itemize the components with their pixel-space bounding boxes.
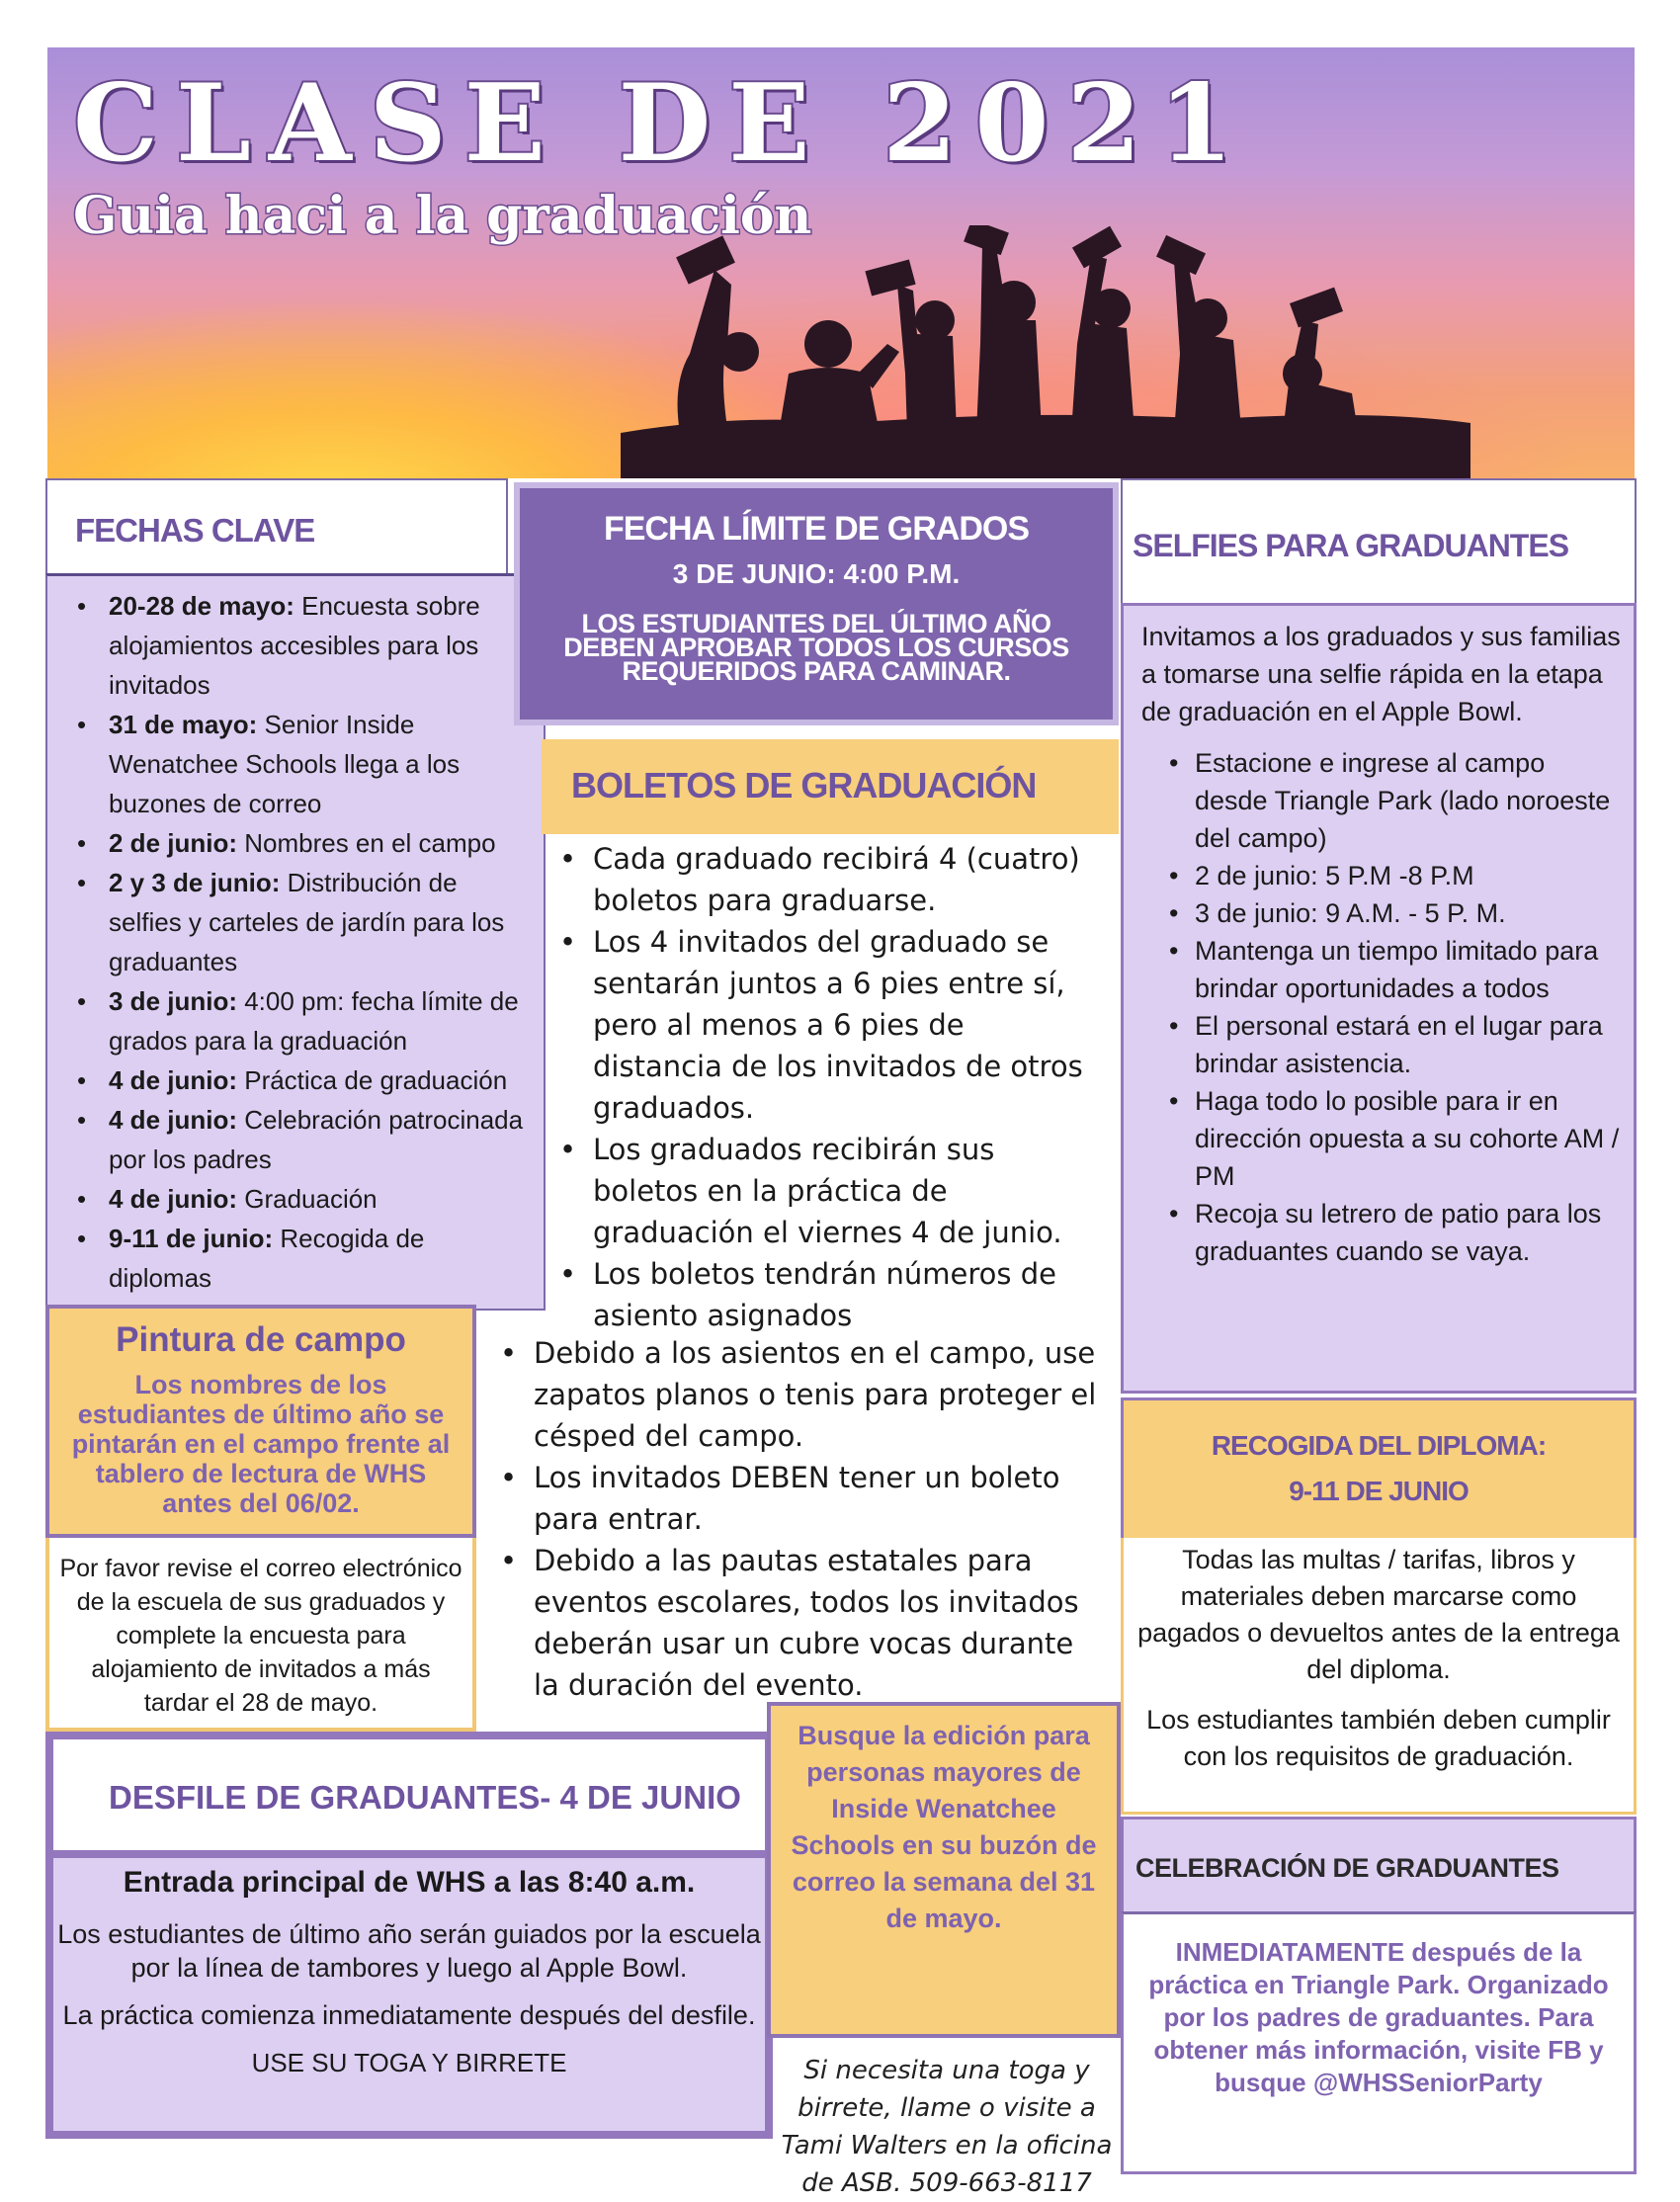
recogida-text: Todas las multas / tarifas, libros y materiales deben marcarse como pagados o devueltos antes de la entrega del diploma.: [1137, 1545, 1620, 1684]
pintura-text: Los nombres de los estudiantes de último año se pintarán en el campo frente al tablero de lectura de WHS antes del 06/02.: [71, 1370, 451, 1518]
boletos-item: • Cada graduado recibirá 4 (cuatro) boletos para graduarse.: [546, 838, 1099, 921]
fecha-limite-box: [514, 482, 1119, 725]
boletos-item: • Los 4 invitados del graduado se sentarán juntos a 6 pies entre sí, pero al menos a 6 pies de distancia de los invitados de otros graduados.: [546, 921, 1099, 1129]
recogida-dates: 9-11 DE JUNIO: [1289, 1476, 1469, 1506]
poster-subtitle: Guia haci a la graduación: [73, 186, 812, 246]
toga-contact-note: Si necesita una toga y birrete, llame o visite a Tami Walters en la oficina de ASB. 509-663-8117: [781, 2056, 1113, 2198]
recogida-body: [1121, 1538, 1637, 1815]
fecha-item: • 4 de junio: Celebración patrocinada por los padres: [63, 1100, 532, 1179]
celebracion-heading: CELEBRACIÓN DE GRADUANTES: [1135, 1853, 1559, 1883]
selfies-list: [1141, 744, 1624, 1270]
fecha-limite-message: LOS ESTUDIANTES DEL ÚLTIMO AÑO DEBEN APROBAR TODOS LOS CURSOS REQUERIDOS PARA CAMINAR.: [563, 609, 1069, 686]
banner: [47, 47, 1635, 478]
busque-edicion-box: Busque la edición para personas mayores de Inside Wenatchee Schools en su buzón de correo la semana del 31 de mayo.: [767, 1702, 1121, 2038]
desfile-toga-note: USE SU TOGA Y BIRRETE: [251, 2048, 567, 2077]
boletos-list-extra: [486, 1332, 1099, 1706]
desfile-heading: DESFILE DE GRADUANTES- 4 DE JUNIO: [109, 1779, 741, 1816]
fecha-item: • 4 de junio: Graduación: [63, 1179, 532, 1219]
fecha-item: • 20-28 de mayo: Encuesta sobre alojamientos accesibles para los invitados: [63, 586, 532, 705]
selfies-item: • 2 de junio: 5 P.M -8 P.M: [1141, 857, 1624, 894]
desfile-entrada: Entrada principal de WHS a las 8:40 a.m.: [123, 1866, 696, 1899]
boletos-body: [486, 834, 1123, 1704]
boletos-item: • Los invitados DEBEN tener un boleto para entrar.: [486, 1457, 1099, 1540]
boletos-header: [542, 739, 1119, 834]
desfile-text: Los estudiantes de último año serán guiados por la escuela por la línea de tambores y luego al Apple Bowl.: [57, 1919, 761, 1983]
selfies-item: • Recoja su letrero de patio para los graduantes cuando se vaya.: [1141, 1195, 1624, 1270]
selfies-header: [1121, 478, 1637, 603]
selfies-item: • 3 de junio: 9 A.M. - 5 P. M.: [1141, 894, 1624, 932]
selfies-item: • El personal estará en el lugar para brindar asistencia.: [1141, 1007, 1624, 1082]
encuesta-note: Por favor revise el correo electrónico de la escuela de sus graduados y complete la encuesta para alojamiento de invitados a más tardar el 28 de mayo.: [45, 1538, 476, 1732]
pintura-heading: Pintura de campo: [116, 1320, 406, 1359]
recogida-heading: RECOGIDA DEL DIPLOMA:: [1211, 1430, 1547, 1461]
boletos-list: [546, 838, 1099, 1336]
fecha-item: • 3 de junio: 4:00 pm: fecha límite de grados para la graduación: [63, 981, 532, 1060]
fechas-clave-list: [45, 573, 546, 1311]
fecha-limite-date: 3 DE JUNIO: 4:00 P.M.: [672, 558, 961, 589]
recogida-text: Los estudiantes también deben cumplir con los requisitos de graduación.: [1146, 1705, 1611, 1771]
graduates-silhouette-image: [621, 225, 1470, 478]
fechas-clave-heading: FECHAS CLAVE: [75, 512, 315, 549]
selfies-body: [1121, 603, 1637, 1394]
desfile-text: La práctica comienza inmediatamente después del desfile.: [62, 2000, 756, 2030]
desfile-body: [45, 1858, 773, 2139]
celebracion-body: INMEDIATAMENTE después de la práctica en Triangle Park. Organizado por los padres de graduantes. Para obtener más información, visite FB y busque @WHSSeniorParty: [1121, 1911, 1637, 2174]
fecha-limite-heading: FECHA LÍMITE DE GRADOS: [603, 510, 1030, 548]
fecha-item: • 31 de mayo: Senior Inside Wenatchee Schools llega a los buzones de correo: [63, 705, 532, 823]
desfile-header: [45, 1732, 773, 1858]
fecha-item: • 9-11 de junio: Recogida de diplomas: [63, 1219, 532, 1298]
celebracion-header: [1121, 1817, 1637, 1911]
selfies-item: • Haga todo lo posible para ir en dirección opuesta a su cohorte AM / PM: [1141, 1082, 1624, 1195]
poster-title: CLASE DE 2021: [73, 61, 1251, 186]
fechas-clave-header: [45, 478, 508, 573]
selfies-heading: SELFIES PARA GRADUANTES: [1133, 528, 1569, 563]
boletos-heading: BOLETOS DE GRADUACIÓN: [571, 765, 1037, 805]
fecha-item: • 4 de junio: Práctica de graduación: [63, 1060, 532, 1100]
pintura-de-campo-box: [45, 1305, 476, 1538]
boletos-item: • Debido a los asientos en el campo, use zapatos planos o tenis para proteger el césped del campo.: [486, 1332, 1099, 1457]
selfies-intro: Invitamos a los graduados y sus familias a tomarse una selfie rápida en la etapa de graduación en el Apple Bowl.: [1141, 622, 1621, 726]
fecha-item: • 2 de junio: Nombres en el campo: [63, 823, 532, 863]
boletos-item: • Debido a las pautas estatales para eventos escolares, todos los invitados deberán usar un cubre vocas durante la duración del evento.: [486, 1540, 1099, 1706]
boletos-item: • Los boletos tendrán números de asiento asignados: [546, 1253, 1099, 1336]
fecha-item: • 2 y 3 de junio: Distribución de selfies y carteles de jardín para los graduantes: [63, 863, 532, 981]
recogida-header: [1121, 1397, 1637, 1538]
selfies-item: • Estacione e ingrese al campo desde Triangle Park (lado noroeste del campo): [1141, 744, 1624, 857]
selfies-item: • Mantenga un tiempo limitado para brindar oportunidades a todos: [1141, 932, 1624, 1007]
boletos-item: • Los graduados recibirán sus boletos en la práctica de graduación el viernes 4 de junio.: [546, 1129, 1099, 1253]
